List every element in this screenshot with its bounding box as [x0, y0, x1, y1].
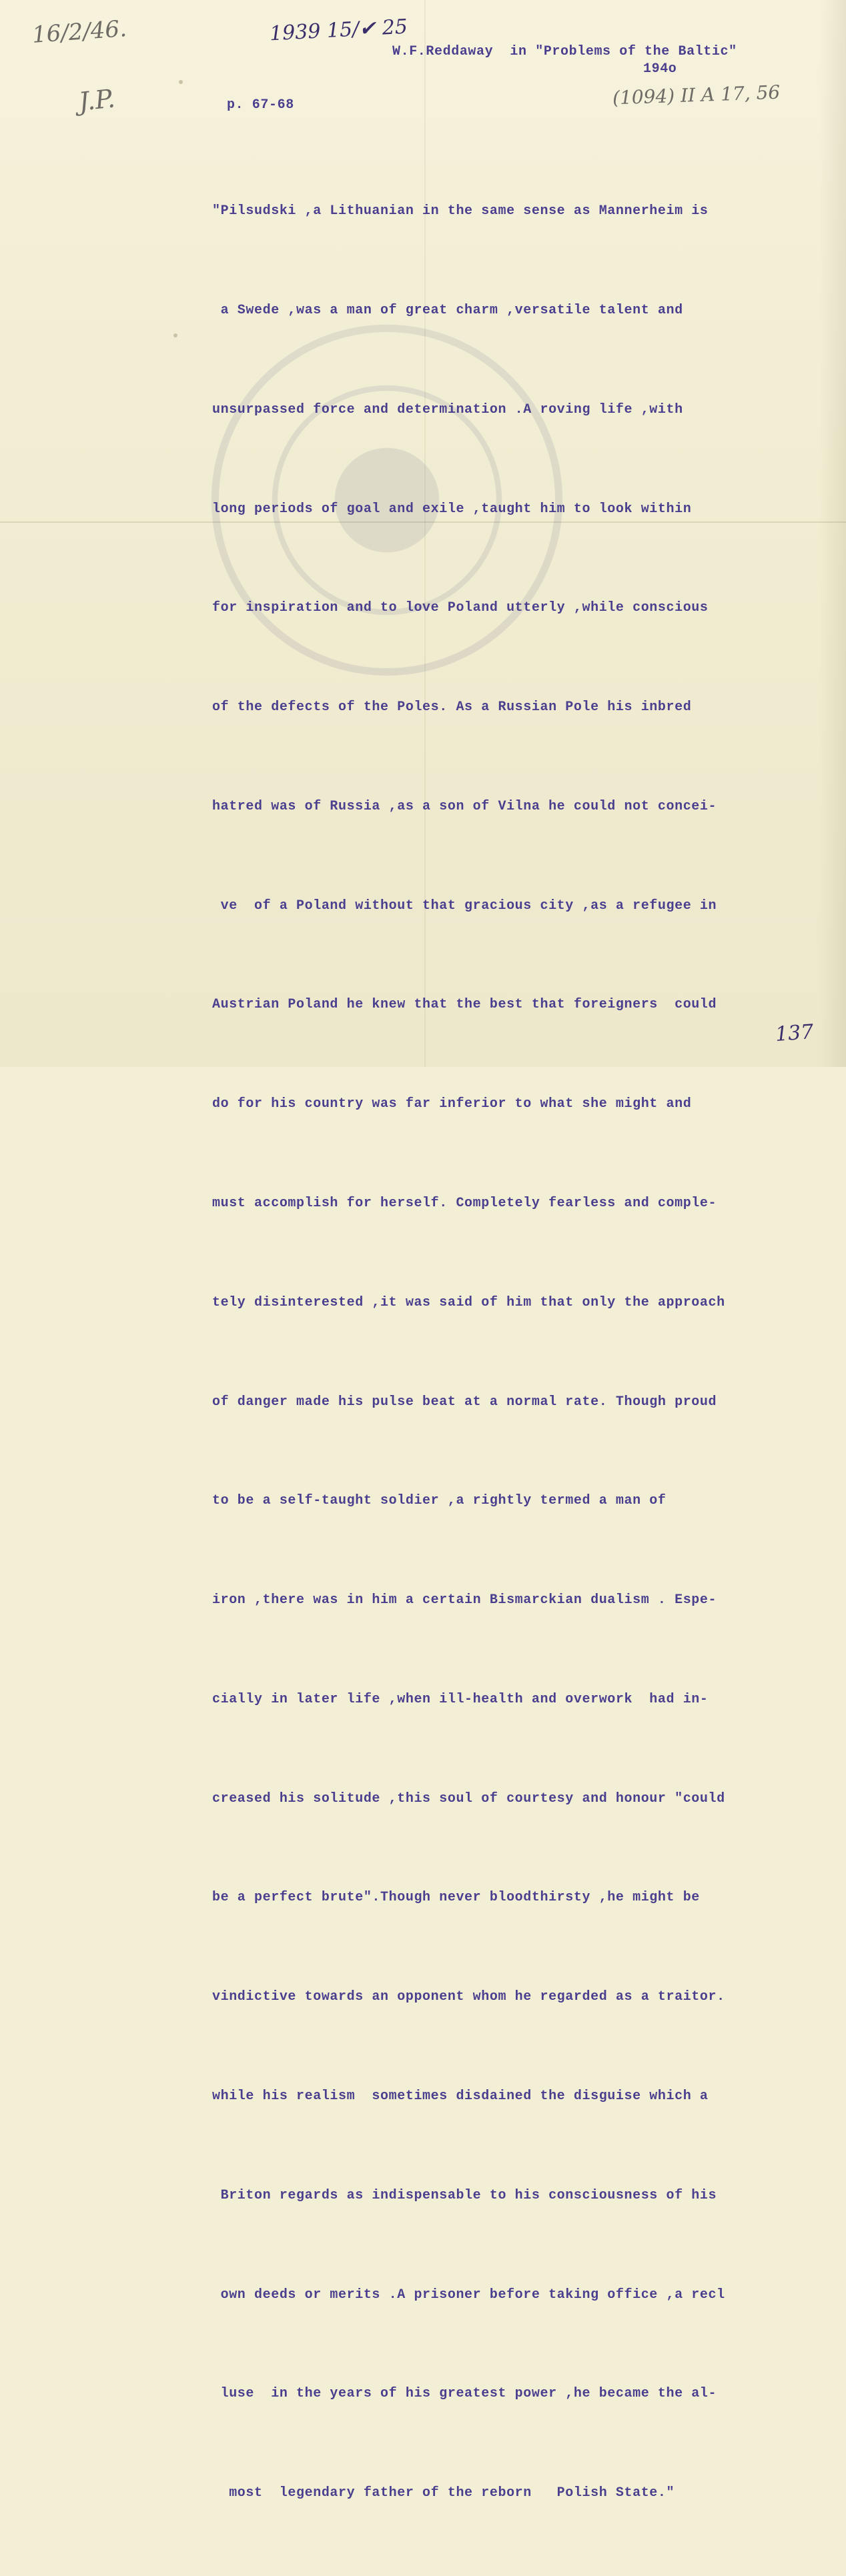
text-line: for inspiration and to love Poland utterly ,while conscious [212, 600, 709, 616]
quoted-text-body [212, 129, 725, 2576]
text-line: Briton regards as indispensable to his consciousness of his [212, 2187, 717, 2203]
text-line: own deeds or merits .A prisoner before taking office ,a recl [212, 2287, 725, 2303]
text-line: Austrian Poland he knew that the best that foreigners could [212, 997, 717, 1013]
text-line: ve of a Poland without that gracious city ,as a refugee in [212, 898, 717, 914]
text-line: "Pilsudski ,a Lithuanian in the same sense as Mannerheim is [212, 203, 709, 219]
text-line: a Swede ,was a man of great charm ,versatile talent and [212, 302, 683, 318]
text-line: cially in later life ,when ill-health and overwork had in- [212, 1691, 709, 1707]
handwritten-stamp-number: 1939 15/✔ 25 [269, 15, 408, 46]
text-line: hatred was of Russia ,as a son of Vilna he could not concei- [212, 798, 717, 814]
punch-hole [173, 333, 177, 337]
text-line: unsurpassed force and determination .A roving life ,with [212, 401, 683, 417]
handwritten-date: 16/2/46. [31, 15, 128, 49]
text-line: tely disinterested ,it was said of him that only the approach [212, 1294, 725, 1310]
punch-hole [179, 80, 183, 84]
text-line: creased his solitude ,this soul of courtesy and honour "could [212, 1790, 725, 1806]
text-line: while his realism sometimes disdained the disguise which a [212, 2089, 709, 2105]
text-line: of the defects of the Poles. As a Russian Pole his inbred [212, 700, 692, 716]
text-line: luse in the years of his greatest power ,he became the al- [212, 2386, 717, 2402]
handwritten-archive-reference: (1094) II A 17, 56 [612, 81, 781, 109]
text-line: iron ,there was in him a certain Bismarckian dualism . Espe- [212, 1592, 717, 1608]
text-line: of danger made his pulse beat at a normal rate. Though proud [212, 1394, 717, 1410]
page-edge-shadow [819, 0, 846, 1067]
handwritten-initials: J.P. [77, 83, 117, 117]
page-reference: p. 67-68 [227, 97, 294, 113]
text-line: most legendary father of the reborn Polish State." [212, 2485, 675, 2501]
citation-header: W.F.Reddaway in "Problems of the Baltic" [392, 44, 737, 59]
text-line: vindictive towards an opponent whom he regarded as a traitor. [212, 1989, 725, 2005]
citation-year: 194o [643, 61, 677, 77]
text-line: to be a self-taught soldier ,a rightly termed a man of [212, 1493, 667, 1509]
text-line: do for his country was far inferior to what she might and [212, 1096, 692, 1112]
text-line: must accomplish for herself. Completely fearless and comple- [212, 1196, 717, 1211]
handwritten-page-number: 137 [774, 1020, 815, 1046]
text-line: long periods of goal and exile ,taught him to look within [212, 501, 692, 517]
text-line: be a perfect brute".Though never bloodthirsty ,he might be [212, 1890, 700, 1906]
